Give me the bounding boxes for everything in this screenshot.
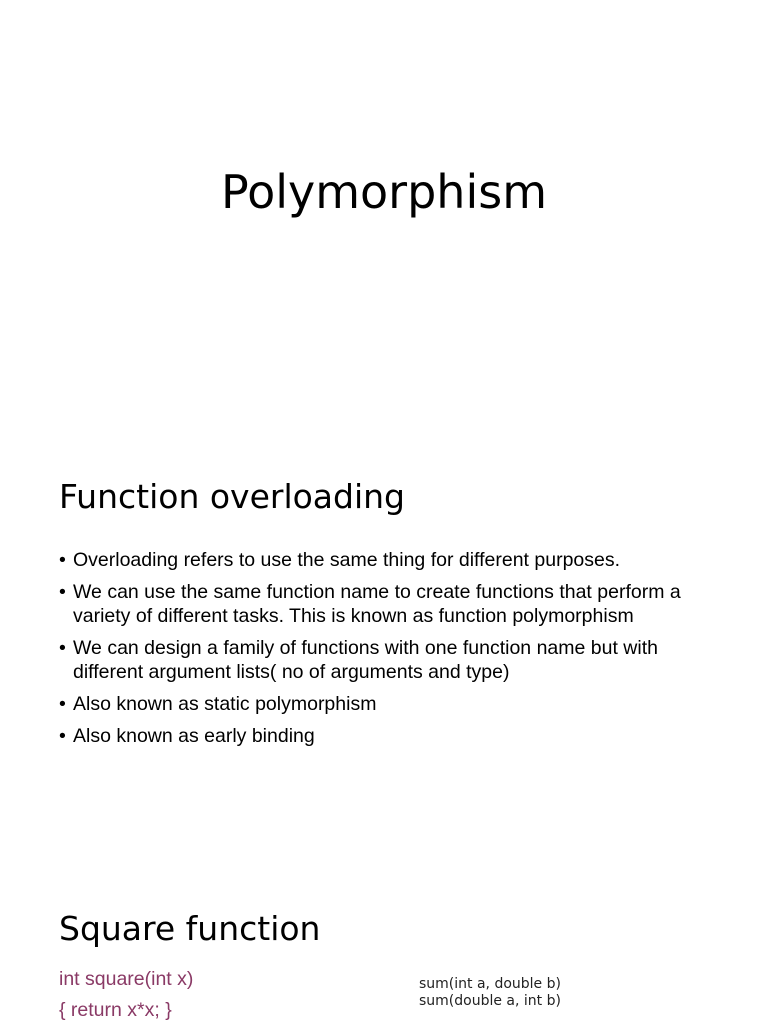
- bullet-marker: •: [59, 693, 66, 715]
- bullet-text: Also known as static polymorphism: [73, 693, 377, 715]
- title-slide: [0, 0, 768, 300]
- bullet-marker: •: [59, 725, 66, 747]
- bullet-text: We can use the same function name to create functions that perform a variety of different tasks. This is known as function polymorphism: [73, 581, 681, 627]
- function-overloading-slide: [0, 440, 768, 840]
- bullet-marker: •: [59, 637, 66, 659]
- code-block: [59, 964, 193, 1024]
- bullet-list: [59, 548, 719, 756]
- bullet-text: Also known as early binding: [73, 725, 315, 747]
- bullet-marker: •: [59, 581, 66, 603]
- slide-heading: Square function: [59, 909, 321, 948]
- bullet-text: We can design a family of functions with one function name but with different argument lists( no of arguments and type): [73, 637, 658, 683]
- bullet-item: [59, 548, 719, 572]
- bullet-item: [59, 692, 719, 716]
- side-note-line: sum(int a, double b): [419, 976, 561, 992]
- code-line: { return x*x; }: [59, 999, 172, 1021]
- bullet-marker: •: [59, 549, 66, 571]
- code-line: int square(int x): [59, 968, 194, 990]
- bullet-item: [59, 636, 719, 684]
- bullet-item: [59, 724, 719, 748]
- square-function-slide: [0, 880, 768, 1024]
- slide-title: Polymorphism: [220, 165, 548, 219]
- side-note-line: sum(double a, int b): [419, 993, 561, 1009]
- bullet-item: [59, 580, 719, 628]
- bullet-text: Overloading refers to use the same thing for different purposes.: [73, 549, 621, 571]
- slide-heading: Function overloading: [59, 477, 406, 516]
- side-note: [419, 976, 561, 1010]
